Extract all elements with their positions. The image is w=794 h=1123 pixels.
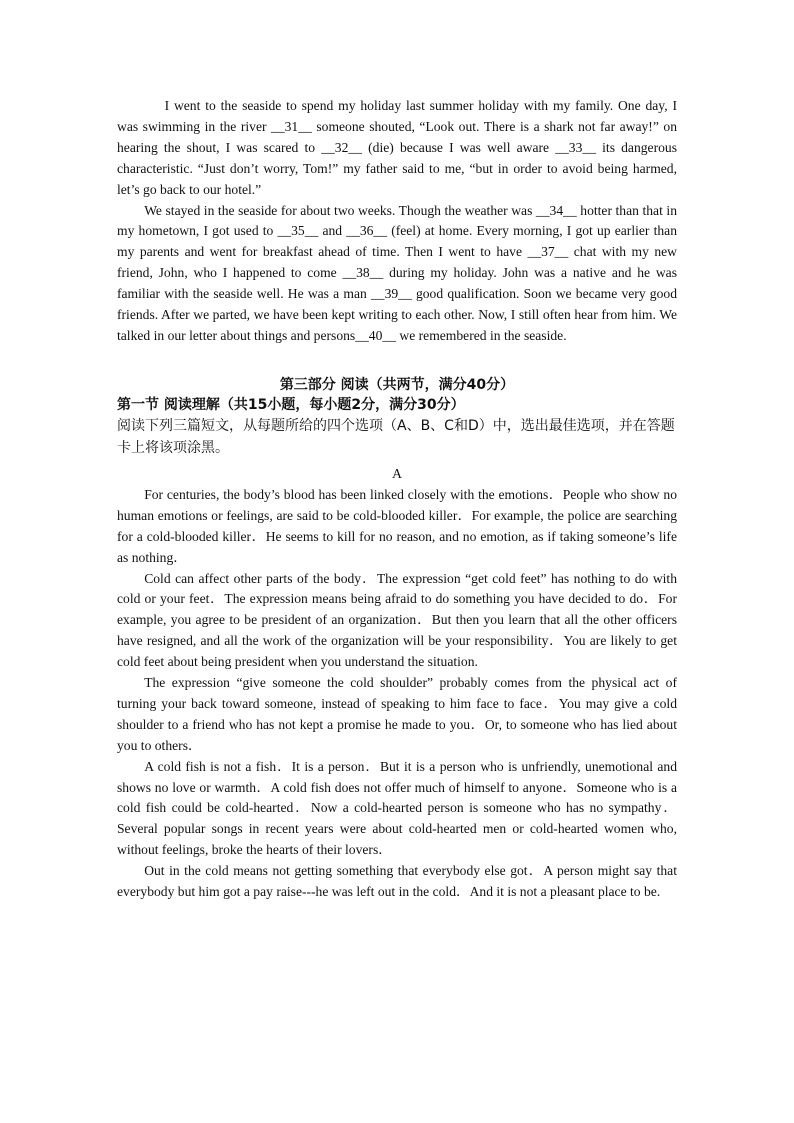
reading-instruction: 阅读下列三篇短文，从每题所给的四个选项（A、B、C和D）中，选出最佳选项，并在答题卡上将该项涂黑。 bbox=[117, 417, 675, 456]
passage-a-paragraph-1: For centuries, the body’s blood has been linked closely with the emotions．People who show no human emotions or feelings, are said to be cold-blooded killer．For example, the police are searching for a cold-blooded killer．He seems to kill for no reason, and no emotion, as if taking someone’s life as nothing． bbox=[117, 486, 677, 565]
passage-a bbox=[117, 485, 677, 903]
passage-a-paragraph-2: Cold can affect other parts of the body．The expression “get cold feet” has nothing to do with cold or your feet．The expression means being afraid to do something you have decided to do．For example, you agree to be president of an organization．But then you learn that all the other officers have resigned, and all the work of the organization will be your responsibility．You are likely to get cold feet about being president when you understand the situation. bbox=[117, 570, 677, 670]
part-three-title: 第三部分 阅读（共两节，满分40分） bbox=[279, 376, 515, 393]
passage-a-paragraph-4: A cold fish is not a fish．It is a person．But it is a person who is unfriendly, unemotional and shows no love or warmth．A cold fish does not offer much of himself to anyone．Someone who is a cold fish could be cold-hearted．Now a cold-hearted person is someone who has no sympathy．Several popular songs in recent years were about cold-hearted men or cold-hearted women who, without feelings, broke the hearts of their lovers． bbox=[117, 758, 677, 858]
cloze-paragraph-1: I went to the seaside to spend my holiday last summer holiday with my family. One day, I was swimming in the river __31__ someone shouted, “Look out. There is a shark not far away!” on hearing the shout, I was scared to __32__ (die) because I was well aware __33__ its dangerous characteristic. “Just don’t worry, Tom!” my father said to me, “but in order to avoid being harmed, let’s go back to our hotel.” bbox=[117, 98, 677, 197]
cloze-passage bbox=[117, 96, 677, 347]
passage-label: A bbox=[392, 465, 402, 481]
passage-a-paragraph-3: The expression “give someone the cold shoulder” probably comes from the physical act of turning your back toward someone, instead of speaking to him face to face．You may give a cold shoulder to a friend who has not kept a promise he made to you．Or, to someone who has lied about you to others． bbox=[117, 675, 677, 753]
passage-a-paragraph-5: Out in the cold means not getting something that everybody else got．A person might say that everybody but him got a pay raise---he was left out in the cold．And it is not a pleasant place to be. bbox=[117, 863, 677, 900]
cloze-paragraph-2: We stayed in the seaside for about two weeks. Though the weather was __34__ hotter than that in my hometown, I got used to __35__ and __36__ (feel) at home. Every morning, I got up earlier than my parents and went for breakfast ahead of time. Then I went to have __37__ chat with my new friend, John, who I happened to come __38__ during my holiday. John was a native and he was familiar with the seaside well. He was a man __39__ good qualification. Soon we became very good friends. After we parted, we have been kept writing to each other. Now, I still often hear from him. We talked in our letter about things and persons__40__ we remembered in the seaside. bbox=[117, 202, 677, 343]
document-page bbox=[117, 96, 677, 903]
section-one-title: 第一节 阅读理解（共15小题，每小题2分，满分30分） bbox=[117, 396, 465, 413]
